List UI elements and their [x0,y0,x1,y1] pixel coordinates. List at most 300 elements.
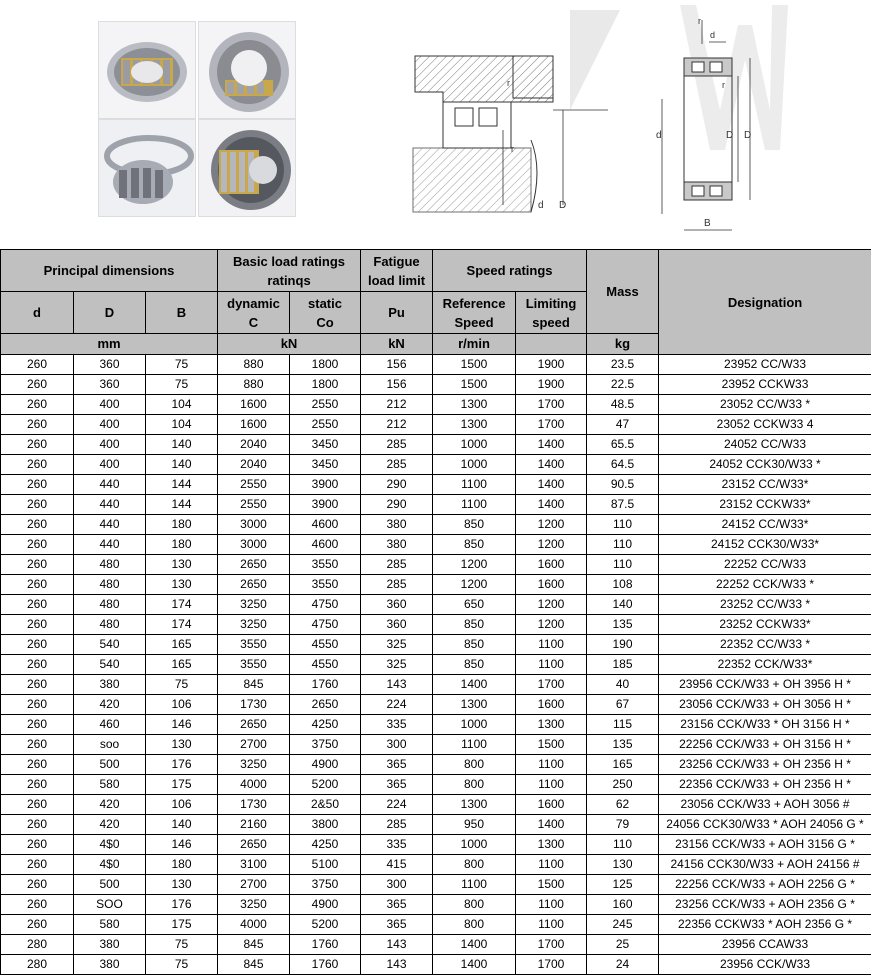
header-D: D [74,292,146,334]
cell-dynamic: 2650 [218,575,290,595]
cell-static: 4250 [290,715,361,735]
cell-reference-speed: 650 [433,595,516,615]
cell-limiting-speed: 1500 [516,875,587,895]
cell-B: 75 [146,355,218,375]
cell-reference-speed: 950 [433,815,516,835]
cell-d: 260 [1,535,74,555]
cell-static: 4900 [290,755,361,775]
cell-B: 176 [146,755,218,775]
cell-dynamic: 3000 [218,515,290,535]
cell-mass: 130 [587,855,659,875]
label-D1: D [726,130,734,141]
cell-designation: 23056 CCK/W33 + OH 3056 H * [659,695,871,715]
table-row [1,935,871,955]
cell-D: soo [74,735,146,755]
cell-limiting-speed: 1600 [516,575,587,595]
cell-reference-speed: 1100 [433,875,516,895]
cell-reference-speed: 1200 [433,575,516,595]
cell-D: 580 [74,915,146,935]
cell-designation: 24056 CCK30/W33 * AOH 24056 G * [659,815,871,835]
table-row [1,855,871,875]
cell-B: 75 [146,375,218,395]
cell-D: 400 [74,455,146,475]
bearing-photo-4 [198,119,296,217]
table-row [1,595,871,615]
cell-reference-speed: 1400 [433,675,516,695]
cell-pu: 325 [361,635,433,655]
cell-static: 3900 [290,475,361,495]
cell-mass: 250 [587,775,659,795]
cell-dynamic: 1730 [218,795,290,815]
cell-dynamic: 2550 [218,475,290,495]
cell-mass: 115 [587,715,659,735]
cell-dynamic: 3550 [218,635,290,655]
cell-designation: 23952 CC/W33 [659,355,871,375]
cell-static: 4750 [290,615,361,635]
cell-limiting-speed: 1300 [516,715,587,735]
cell-static: 5200 [290,775,361,795]
header-dynamic-line2: C [248,314,259,330]
cell-limiting-speed: 1100 [516,755,587,775]
cell-B: 75 [146,935,218,955]
cell-dynamic: 2650 [218,555,290,575]
cell-pu: 415 [361,855,433,875]
table-row [1,615,871,635]
cell-B: 165 [146,655,218,675]
cell-pu: 285 [361,555,433,575]
cell-reference-speed: 1400 [433,955,516,975]
bearing-photo-2 [198,21,296,119]
cell-limiting-speed: 1100 [516,855,587,875]
cell-limiting-speed: 1100 [516,655,587,675]
table-row [1,875,871,895]
cell-pu: 212 [361,395,433,415]
cell-static: 4600 [290,535,361,555]
header-mass: Mass [587,250,659,334]
cell-limiting-speed: 1200 [516,615,587,635]
cell-B: 140 [146,435,218,455]
table-body [1,355,871,975]
header-principal-dimensions: Principal dimensions [1,250,218,292]
cell-static: 3450 [290,435,361,455]
cell-D: 480 [74,575,146,595]
cell-dynamic: 2650 [218,835,290,855]
cell-reference-speed: 800 [433,775,516,795]
cell-B: 140 [146,815,218,835]
cell-B: 180 [146,535,218,555]
cell-d: 260 [1,355,74,375]
cell-static: 1800 [290,355,361,375]
cell-dynamic: 2650 [218,715,290,735]
table-row [1,515,871,535]
header-reference-speed [433,292,516,334]
cell-mass: 48.5 [587,395,659,415]
cell-B: 130 [146,875,218,895]
cell-pu: 360 [361,615,433,635]
cell-limiting-speed: 1100 [516,915,587,935]
header-B: B [146,292,218,334]
cell-d: 260 [1,815,74,835]
cell-dynamic: 1600 [218,395,290,415]
cell-designation: 22356 CCKW33 * AOH 2356 G * [659,915,871,935]
cell-D: 400 [74,415,146,435]
cell-mass: 90.5 [587,475,659,495]
cell-d: 260 [1,735,74,755]
cell-designation: 22356 CCK/W33 + OH 2356 H * [659,775,871,795]
label-da: d [538,200,544,211]
cell-designation: 23952 CCKW33 [659,375,871,395]
cell-D: 480 [74,555,146,575]
cell-d: 280 [1,955,74,975]
cell-pu: 285 [361,455,433,475]
cell-d: 260 [1,415,74,435]
cell-static: 3550 [290,575,361,595]
cell-dynamic: 3250 [218,615,290,635]
cell-D: 440 [74,515,146,535]
cell-static: 1760 [290,675,361,695]
table-row [1,435,871,455]
cell-designation: 22352 CC/W33 * [659,635,871,655]
cell-static: 3800 [290,815,361,835]
table-row [1,695,871,715]
cell-static: 4900 [290,895,361,915]
cell-D: 540 [74,655,146,675]
cell-D: 500 [74,755,146,775]
cell-reference-speed: 1000 [433,435,516,455]
cell-D: 460 [74,715,146,735]
cell-static: 3450 [290,455,361,475]
unit-empty [516,334,587,355]
cell-limiting-speed: 1100 [516,775,587,795]
header-d: d [1,292,74,334]
cell-designation: 23152 CC/W33* [659,475,871,495]
table-row [1,355,871,375]
label-d: d [656,130,662,141]
cell-D: 360 [74,355,146,375]
cell-limiting-speed: 1700 [516,395,587,415]
cell-static: 1760 [290,935,361,955]
table-row [1,535,871,555]
cell-B: 175 [146,775,218,795]
cell-static: 2650 [290,695,361,715]
cell-mass: 110 [587,835,659,855]
cell-limiting-speed: 1600 [516,555,587,575]
unit-mm: mm [1,334,218,355]
table-row [1,675,871,695]
cell-d: 260 [1,715,74,735]
cell-limiting-speed: 1400 [516,475,587,495]
cell-d: 260 [1,575,74,595]
cell-designation: 24152 CCK30/W33* [659,535,871,555]
header-fatigue-load-limit [361,250,433,292]
cell-dynamic: 2040 [218,455,290,475]
header-basic-line2: ratinqs [267,272,311,288]
cell-mass: 40 [587,675,659,695]
cell-mass: 165 [587,755,659,775]
cell-reference-speed: 850 [433,655,516,675]
cell-B: 174 [146,615,218,635]
cell-static: 4250 [290,835,361,855]
cell-static: 4750 [290,595,361,615]
header-reference-line2: Speed [454,314,494,330]
cell-limiting-speed: 1100 [516,635,587,655]
cell-limiting-speed: 1300 [516,835,587,855]
cross-section-drawing [654,14,754,239]
cell-d: 260 [1,855,74,875]
cell-mass: 87.5 [587,495,659,515]
table-row [1,795,871,815]
table-row [1,895,871,915]
cell-d: 260 [1,395,74,415]
cell-B: 106 [146,795,218,815]
cell-designation: 23956 CCAW33 [659,935,871,955]
table-row [1,555,871,575]
cell-B: 146 [146,835,218,855]
cell-static: 3750 [290,735,361,755]
cell-d: 260 [1,515,74,535]
cell-limiting-speed: 1200 [516,535,587,555]
cell-D: 440 [74,495,146,515]
header-designation: Designation [659,250,871,355]
table-row [1,815,871,835]
cell-D: SOO [74,895,146,915]
table-row [1,955,871,975]
cell-designation: 22252 CCK/W33 * [659,575,871,595]
cell-d: 260 [1,555,74,575]
header-dynamic [218,292,290,334]
cell-B: 75 [146,675,218,695]
cell-dynamic: 2160 [218,815,290,835]
cell-dynamic: 2700 [218,735,290,755]
header-fatigue-line2: load limit [367,272,426,288]
label-D: D [744,130,752,141]
cell-dynamic: 845 [218,675,290,695]
cell-reference-speed: 1400 [433,935,516,955]
table-row [1,395,871,415]
cell-dynamic: 2550 [218,495,290,515]
cell-d: 260 [1,755,74,775]
cell-D: 480 [74,595,146,615]
cell-limiting-speed: 1200 [516,515,587,535]
cell-d: 260 [1,615,74,635]
cell-limiting-speed: 1500 [516,735,587,755]
cell-D: 580 [74,775,146,795]
cell-mass: 65.5 [587,435,659,455]
cell-static: 4550 [290,635,361,655]
header-fatigue-line1: Fatigue [373,253,420,269]
cell-mass: 64.5 [587,455,659,475]
cell-mass: 22.5 [587,375,659,395]
cell-pu: 290 [361,495,433,515]
table-row [1,455,871,475]
cell-D: 380 [74,675,146,695]
header-image-area [0,0,871,249]
cell-pu: 365 [361,915,433,935]
table-row [1,775,871,795]
header-pu: Pu [361,292,433,334]
cell-dynamic: 4000 [218,775,290,795]
unit-rmin: r/min [433,334,516,355]
cell-D: 540 [74,635,146,655]
cell-pu: 224 [361,695,433,715]
cell-B: 130 [146,735,218,755]
cell-reference-speed: 1200 [433,555,516,575]
table-row [1,715,871,735]
cell-D: 440 [74,475,146,495]
cell-d: 260 [1,675,74,695]
cell-reference-speed: 850 [433,635,516,655]
cell-static: 5200 [290,915,361,935]
table-row [1,415,871,435]
table-row [1,495,871,515]
cell-d: 260 [1,635,74,655]
unit-kn: kN [218,334,361,355]
cell-static: 2550 [290,415,361,435]
table-row [1,575,871,595]
mounting-drawing [403,40,613,215]
cell-dynamic: 4000 [218,915,290,935]
cell-D: 420 [74,795,146,815]
cell-limiting-speed: 1600 [516,695,587,715]
cell-mass: 47 [587,415,659,435]
cell-designation: 23252 CCKW33* [659,615,871,635]
label-r: r [722,80,725,90]
cell-designation: 24052 CC/W33 [659,435,871,455]
header-limiting-line1: Limiting [525,295,577,311]
cell-limiting-speed: 1200 [516,595,587,615]
cell-reference-speed: 1300 [433,795,516,815]
cell-limiting-speed: 1700 [516,675,587,695]
cell-pu: 285 [361,435,433,455]
cell-dynamic: 3250 [218,895,290,915]
cell-dynamic: 1600 [218,415,290,435]
cell-pu: 325 [361,655,433,675]
cell-limiting-speed: 1900 [516,355,587,375]
cell-pu: 143 [361,955,433,975]
cell-pu: 156 [361,355,433,375]
cell-pu: 365 [361,775,433,795]
cell-d: 260 [1,795,74,815]
cell-reference-speed: 800 [433,895,516,915]
cell-static: 4600 [290,515,361,535]
cell-static: 3750 [290,875,361,895]
cell-D: 4$0 [74,855,146,875]
cell-pu: 360 [361,595,433,615]
cell-pu: 365 [361,895,433,915]
cell-reference-speed: 1300 [433,695,516,715]
cell-designation: 22256 CCK/W33 + OH 3156 H * [659,735,871,755]
cell-pu: 285 [361,815,433,835]
cell-B: 165 [146,635,218,655]
cell-pu: 156 [361,375,433,395]
bearing-photo-3 [98,119,196,217]
cell-mass: 79 [587,815,659,835]
cell-pu: 300 [361,875,433,895]
cell-d: 260 [1,895,74,915]
cell-d: 260 [1,595,74,615]
cell-d: 260 [1,835,74,855]
cell-designation: 24156 CCK30/W33 + AOH 24156 # [659,855,871,875]
cell-dynamic: 845 [218,935,290,955]
cell-static: 1760 [290,955,361,975]
header-limiting-speed [516,292,587,334]
cell-B: 140 [146,455,218,475]
cell-d: 260 [1,475,74,495]
cell-d: 280 [1,935,74,955]
cell-reference-speed: 1500 [433,355,516,375]
cell-reference-speed: 1000 [433,455,516,475]
cell-reference-speed: 1300 [433,395,516,415]
cell-d: 260 [1,495,74,515]
cell-mass: 23.5 [587,355,659,375]
cell-reference-speed: 1100 [433,495,516,515]
header-static-line1: static [308,295,342,311]
cell-D: 380 [74,955,146,975]
cell-D: 360 [74,375,146,395]
cell-B: 175 [146,915,218,935]
cell-dynamic: 2700 [218,875,290,895]
cell-dynamic: 3250 [218,755,290,775]
cell-pu: 335 [361,835,433,855]
table-row [1,755,871,775]
cell-static: 2&50 [290,795,361,815]
cell-dynamic: 880 [218,375,290,395]
cell-dynamic: 3250 [218,595,290,615]
table-row [1,735,871,755]
cell-B: 174 [146,595,218,615]
cell-pu: 224 [361,795,433,815]
cell-pu: 380 [361,515,433,535]
cell-dynamic: 3000 [218,535,290,555]
cell-B: 130 [146,575,218,595]
cell-designation: 23152 CCKW33* [659,495,871,515]
cell-static: 4550 [290,655,361,675]
cell-mass: 190 [587,635,659,655]
cell-limiting-speed: 1400 [516,815,587,835]
cell-limiting-speed: 1700 [516,415,587,435]
cell-D: 400 [74,395,146,415]
cell-B: 106 [146,695,218,715]
cell-mass: 24 [587,955,659,975]
cell-designation: 23956 CCK/W33 + OH 3956 H * [659,675,871,695]
cell-mass: 140 [587,595,659,615]
cell-reference-speed: 850 [433,515,516,535]
cell-reference-speed: 850 [433,535,516,555]
cell-mass: 67 [587,695,659,715]
cell-mass: 160 [587,895,659,915]
cell-designation: 24052 CCK30/W33 * [659,455,871,475]
cell-pu: 143 [361,935,433,955]
cell-reference-speed: 850 [433,615,516,635]
cell-designation: 23256 CCK/W33 + AOH 2356 G * [659,895,871,915]
label-ra-top: r [507,78,510,88]
cell-D: 380 [74,935,146,955]
table-row [1,655,871,675]
header-basic-line1: Basic load ratings [233,253,345,269]
cell-d: 260 [1,435,74,455]
cell-d: 260 [1,655,74,675]
cell-pu: 335 [361,715,433,735]
cell-designation: 23252 CC/W33 * [659,595,871,615]
cell-designation: 23052 CC/W33 * [659,395,871,415]
label-rs: r [698,16,701,26]
cell-B: 104 [146,395,218,415]
label-Da: D [559,200,567,211]
cell-limiting-speed: 1100 [516,895,587,915]
cell-pu: 290 [361,475,433,495]
cell-designation: 23056 CCK/W33 + AOH 3056 # [659,795,871,815]
cell-B: 144 [146,495,218,515]
